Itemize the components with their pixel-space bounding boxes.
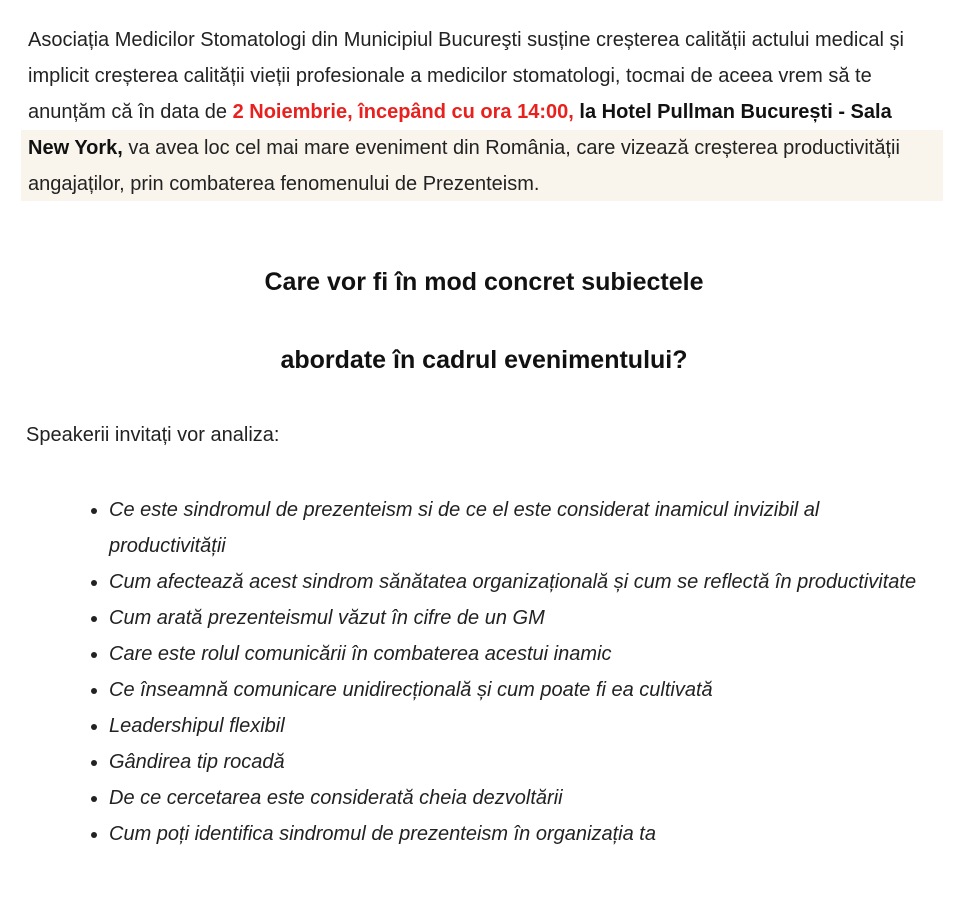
section-heading-line-1: Care vor fi în mod concret subiectele — [264, 268, 704, 296]
intro-text-end: va avea loc cel mai mare eveniment din România, care vizează creșterea productivității angajaților, prin combaterea fenomenului de Prezenteism. — [28, 137, 900, 195]
intro-paragraph — [28, 22, 933, 202]
list-item: • Cum afectează acest sindrom sănătatea organizațională și cum se reflectă în productivitate — [109, 564, 929, 600]
list-item: • Leadershipul flexibil — [109, 708, 929, 744]
section-heading-line-2: abordate în cadrul evenimentului? — [280, 346, 688, 374]
intro-text: Asociația Medicilor Stomatologi din Municipiul Bucureşti susține creșterea calității actului medical și implicit creșterea calității vieții profesionale a medicilor stomatologi, tocmai de aceea vrem să te anunțăm că în data de — [28, 29, 904, 123]
list-item: • Gândirea tip rocadă — [109, 744, 929, 780]
topics-list — [85, 492, 929, 852]
list-item: • Cum arată prezenteismul văzut în cifre de un GM — [109, 600, 929, 636]
list-item: • De ce cercetarea este considerată cheia dezvoltării — [109, 780, 929, 816]
list-item: • Cum poți identifica sindromul de prezenteism în organizația ta — [109, 816, 929, 852]
list-item: • Ce este sindromul de prezenteism si de ce el este considerat inamicul invizibil al productivității — [109, 492, 929, 564]
event-date-highlight: 2 Noiembrie, începând cu ora 14:00, — [232, 101, 574, 123]
speakers-lead-text: Speakerii invitați vor analiza: — [26, 424, 280, 446]
event-venue: la Hotel Pullman București - Sala New York, — [28, 101, 892, 159]
list-item: • Care este rolul comunicării în combaterea acestui inamic — [109, 636, 929, 672]
list-item: • Ce înseamnă comunicare unidirecțională și cum poate fi ea cultivată — [109, 672, 929, 708]
